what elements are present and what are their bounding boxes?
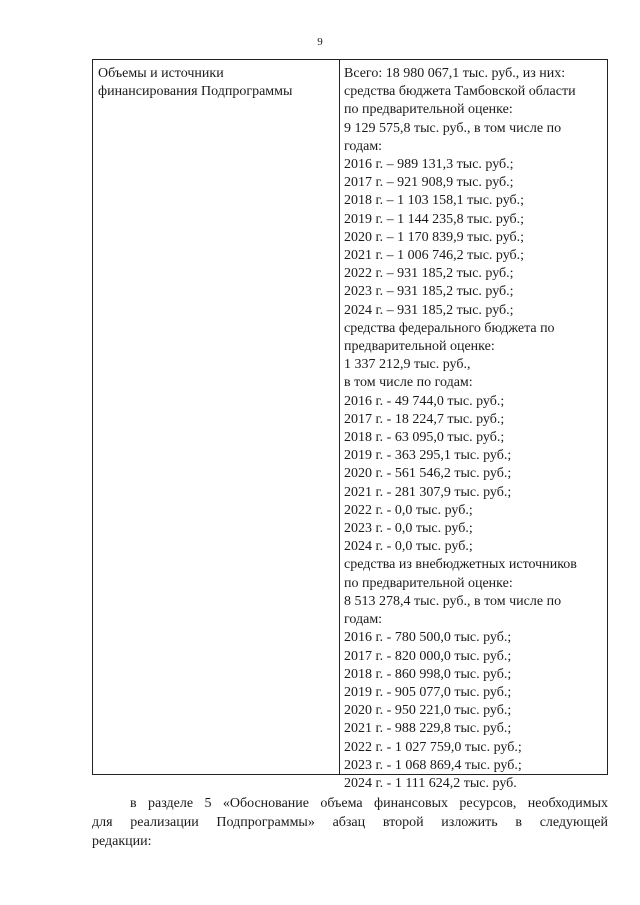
value-line: годам: (344, 138, 383, 154)
value-line: 2018 г. – 1 103 158,1 тыс. руб.; (344, 193, 525, 209)
value-line: 2020 г. - 950 221,0 тыс. руб.; (344, 703, 512, 719)
value-line: предварительной оценке: (344, 339, 495, 355)
value-line: годам: (344, 612, 383, 628)
value-line: средства федерального бюджета по (344, 320, 555, 336)
value-line: 2023 г. - 0,0 тыс. руб.; (344, 521, 473, 537)
value-line: 2021 г. - 281 307,9 тыс. руб.; (344, 484, 512, 500)
value-line: 2023 г. - 1 068 869,4 тыс. руб.; (344, 757, 522, 773)
value-line: 2021 г. - 988 229,8 тыс. руб.; (344, 721, 512, 737)
value-line: 2016 г. - 49 744,0 тыс. руб.; (344, 393, 505, 409)
value-line: по предварительной оценке: (344, 575, 513, 591)
financing-table (92, 59, 608, 791)
value-line: 2022 г. - 0,0 тыс. руб.; (344, 502, 473, 518)
value-line: 2024 г. – 931 185,2 тыс. руб.; (344, 302, 514, 318)
value-line: 2016 г. - 780 500,0 тыс. руб.; (344, 630, 512, 646)
table-value-cell (344, 65, 606, 793)
value-line: 2019 г. - 905 077,0 тыс. руб.; (344, 684, 512, 700)
value-line: 2017 г. - 18 224,7 тыс. руб.; (344, 411, 505, 427)
value-line: 2024 г. - 0,0 тыс. руб.; (344, 539, 473, 555)
value-line: 2017 г. – 921 908,9 тыс. руб.; (344, 175, 514, 191)
paragraph-line: в разделе 5 «Обоснование объема финансовых ресурсов, необходимых (130, 796, 608, 811)
value-line: 2021 г. – 1 006 746,2 тыс. руб.; (344, 248, 525, 264)
table-label-cell (98, 65, 334, 101)
paragraph-line: редакции: (92, 834, 152, 849)
value-line: 2020 г. - 561 546,2 тыс. руб.; (344, 466, 512, 482)
value-line: 2024 г. - 1 111 624,2 тыс. руб. (344, 775, 517, 791)
value-line: 1 337 212,9 тыс. руб., (344, 357, 471, 373)
table-label-line: Объемы и источники (98, 66, 224, 81)
page-number: 9 (317, 36, 323, 48)
value-line: по предварительной оценке: (344, 102, 513, 118)
value-line: 8 513 278,4 тыс. руб., в том числе по (344, 593, 562, 609)
value-line: 2016 г. – 989 131,3 тыс. руб.; (344, 157, 514, 173)
value-line: 2022 г. – 931 185,2 тыс. руб.; (344, 266, 514, 282)
value-line: средства из внебюджетных источников (344, 557, 577, 573)
table-label-line: финансирования Подпрограммы (98, 84, 293, 100)
value-line: 2023 г. – 931 185,2 тыс. руб.; (344, 284, 514, 300)
value-line: средства бюджета Тамбовской области (344, 84, 576, 100)
table-column-divider (339, 60, 340, 774)
value-line: 2019 г. - 363 295,1 тыс. руб.; (344, 448, 512, 464)
paragraph-line: для реализации Подпрограммы» абзац второй изложить в следующей (92, 815, 608, 830)
value-line: 2020 г. – 1 170 839,9 тыс. руб.; (344, 229, 525, 245)
value-line: 9 129 575,8 тыс. руб., в том числе по (344, 120, 562, 136)
value-line: 2019 г. – 1 144 235,8 тыс. руб.; (344, 211, 525, 227)
value-line: в том числе по годам: (344, 375, 473, 391)
amendment-paragraph (92, 794, 608, 851)
value-line: 2017 г. - 820 000,0 тыс. руб.; (344, 648, 512, 664)
value-line: 2018 г. - 860 998,0 тыс. руб.; (344, 666, 512, 682)
value-line: 2018 г. - 63 095,0 тыс. руб.; (344, 430, 505, 446)
value-line-total: Всего: 18 980 067,1 тыс. руб., из них: (344, 66, 566, 81)
value-line: 2022 г. - 1 027 759,0 тыс. руб.; (344, 739, 522, 755)
